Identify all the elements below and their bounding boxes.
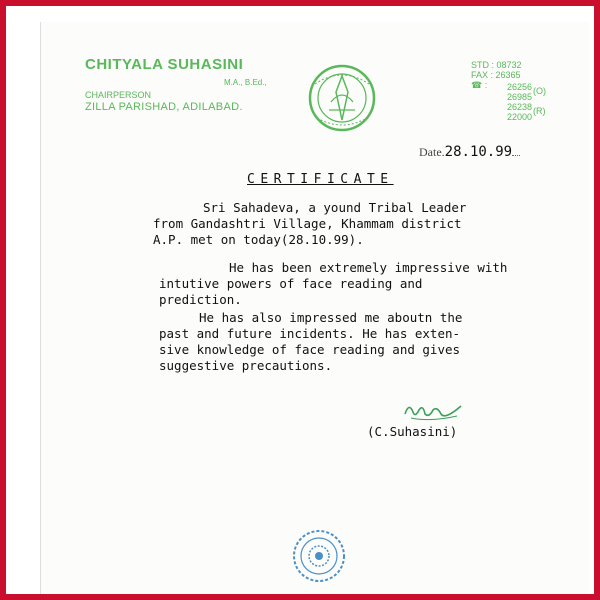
body-line: past and future incidents. He has exten-: [159, 326, 461, 341]
body-line: He has also impressed me aboutn the: [199, 310, 463, 325]
certificate-heading: CERTIFICATE: [247, 172, 394, 187]
body-line: Sri Sahadeva, a yound Tribal Leader: [203, 200, 467, 215]
body-line: prediction.: [159, 292, 242, 307]
letterhead-qualifications: M.A., B.Ed.,: [224, 78, 267, 87]
phone-number: 22000: [507, 112, 533, 122]
document-paper: [40, 22, 589, 594]
body-line: A.P. met on today(28.10.99).: [153, 232, 364, 247]
phone-number: 26985: [507, 92, 533, 102]
phone-list: [507, 82, 532, 122]
phone-symbol: ☎ :: [471, 80, 488, 90]
std-code: STD : 08732: [471, 60, 522, 70]
date-dots: [512, 155, 520, 156]
state-emblem-icon: [301, 62, 383, 134]
seal-stamp-icon: [291, 528, 347, 584]
date-line: [419, 144, 520, 160]
phone-number: 26256: [507, 82, 533, 92]
date-value: 28.10.99: [444, 144, 513, 160]
body-line: intutive powers of face reading and: [159, 276, 423, 291]
body-line: sive knowledge of face reading and gives: [159, 342, 461, 357]
body-line: suggestive precautions.: [159, 358, 333, 373]
date-label: Date.: [419, 145, 445, 159]
letterhead-title: CHAIRPERSON: [85, 90, 152, 100]
letterhead-name: CHITYALA SUHASINI: [85, 56, 244, 73]
handwritten-signature-icon: [401, 400, 471, 424]
fax-number: FAX : 26365: [471, 70, 521, 80]
signatory-name: (C.Suhasini): [367, 424, 458, 439]
body-line: He has been extremely impressive with: [229, 260, 508, 275]
body-line: from Gandashtri Village, Khammam district: [153, 216, 462, 231]
office-suffix: (O): [533, 86, 546, 96]
residence-suffix: (R): [533, 106, 546, 116]
phone-number: 26238: [507, 102, 533, 112]
letterhead-organization: ZILLA PARISHAD, ADILABAD.: [85, 101, 243, 113]
